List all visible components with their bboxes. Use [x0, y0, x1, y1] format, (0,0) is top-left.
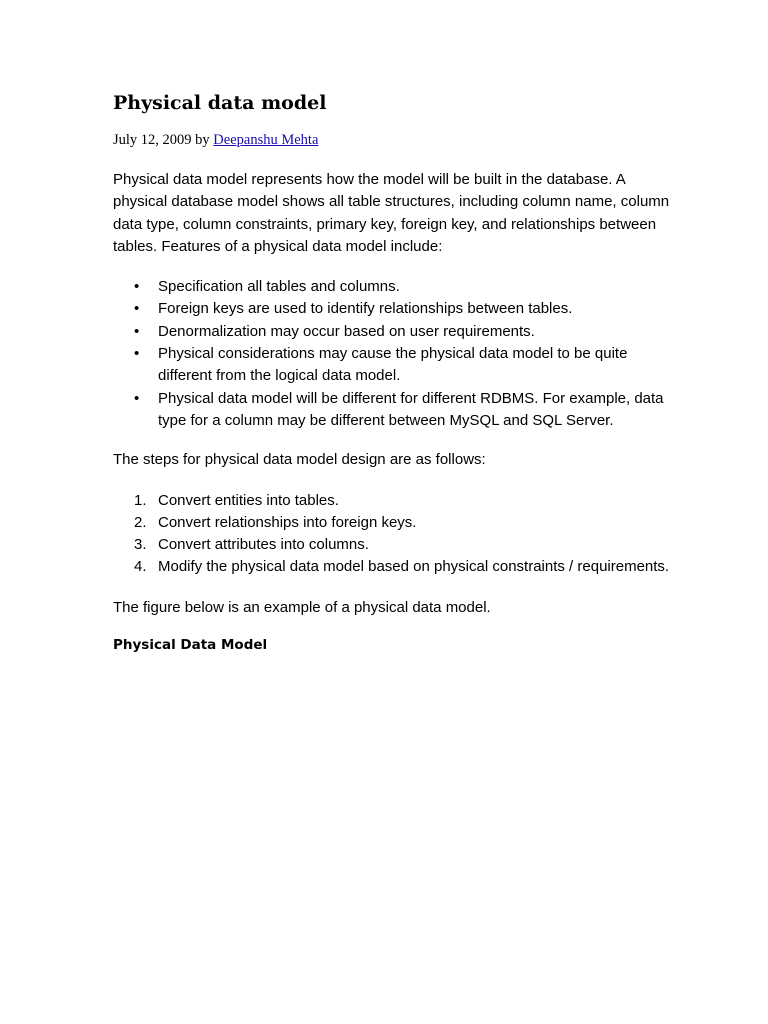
figure-intro-paragraph: The figure below is an example of a physical data model.	[113, 598, 491, 616]
bullet-icon: •	[134, 345, 140, 363]
list-item-text: Physical data model will be different for different RDBMS. For example, data type for a column may be different between MySQL and SQL Server.	[158, 389, 664, 429]
list-item	[113, 512, 673, 534]
list-item	[113, 276, 673, 298]
list-item-text: Foreign keys are used to identify relationships between tables.	[158, 300, 573, 318]
step-number: 4.	[134, 558, 147, 576]
step-text: Convert entities into tables.	[158, 491, 339, 509]
steps-intro-paragraph: The steps for physical data model design are as follows:	[113, 451, 486, 469]
bullet-icon: •	[134, 389, 140, 407]
bullet-icon: •	[134, 322, 140, 340]
intro-paragraph: Physical data model represents how the model will be built in the database. A physical database model shows all table structures, including column name, column data type, column constraints, primary key, foreign key, and relationships between tables. Features of a physical data model include:	[113, 171, 670, 255]
step-number: 1.	[134, 491, 147, 509]
list-item-text: Specification all tables and columns.	[158, 278, 400, 296]
list-item	[113, 534, 673, 556]
bullet-icon: •	[134, 300, 140, 318]
list-item-text: Denormalization may occur based on user requirements.	[158, 322, 535, 340]
list-item	[113, 490, 673, 512]
step-text: Convert attributes into columns.	[158, 536, 369, 554]
step-number: 2.	[134, 513, 147, 531]
step-number: 3.	[134, 536, 147, 554]
list-item-text: Physical considerations may cause the physical data model to be quite different from the logical data model.	[158, 345, 628, 385]
list-item	[113, 343, 673, 388]
byline	[113, 130, 673, 150]
figure-caption: Physical Data Model	[113, 637, 268, 654]
article	[113, 88, 673, 655]
step-text: Convert relationships into foreign keys.	[158, 513, 417, 531]
list-item	[113, 556, 673, 578]
step-text: Modify the physical data model based on physical constraints / requirements.	[158, 558, 670, 576]
page-title: Physical data model	[113, 92, 327, 114]
steps-list	[113, 490, 673, 579]
list-item	[113, 388, 673, 433]
author-link[interactable]: Deepanshu Mehta	[213, 132, 319, 148]
features-list	[113, 276, 673, 432]
bullet-icon: •	[134, 278, 140, 296]
publish-date: July 12, 2009 by	[113, 132, 214, 148]
list-item	[113, 321, 673, 343]
list-item	[113, 298, 673, 320]
